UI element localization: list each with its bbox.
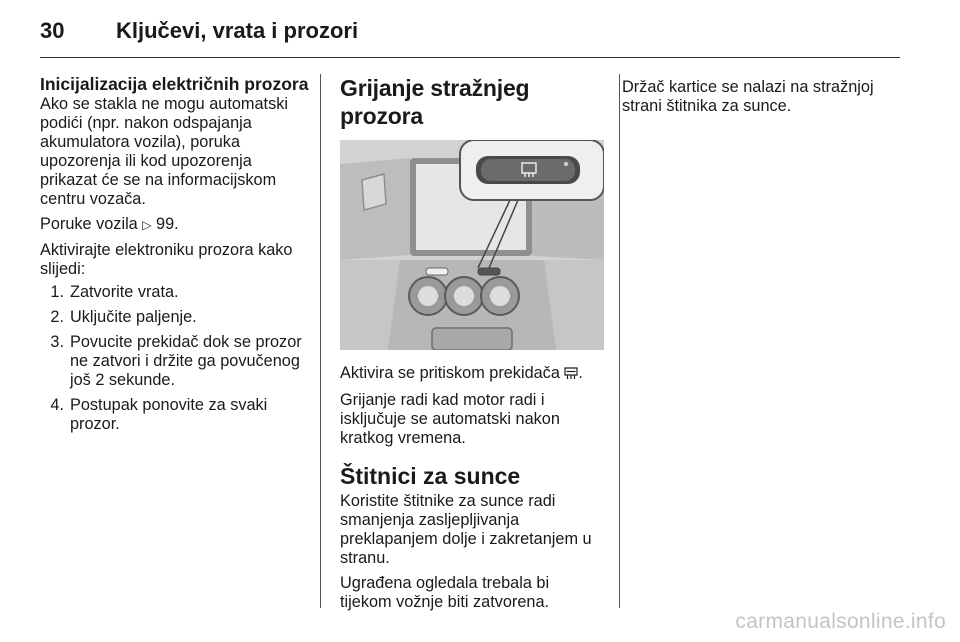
- page-number: 30: [40, 18, 65, 43]
- list-item: [40, 283, 310, 302]
- step-number: 2.: [50, 308, 64, 326]
- list-item: [40, 308, 310, 327]
- column-1: [40, 74, 310, 440]
- column-3: [622, 78, 902, 122]
- activation-text: Aktivira se pritiskom prekidača: [340, 364, 560, 382]
- reference-arrow-icon: ▷: [142, 218, 152, 232]
- paragraph-activation: [340, 364, 604, 385]
- paragraph-reference: [40, 215, 310, 235]
- dashboard-illustration: [340, 140, 604, 350]
- section-heading-window-init: Inicijalizacija električnih prozora: [40, 74, 309, 94]
- section-heading-rear-heating: Grijanje stražnjeg prozora: [340, 75, 530, 129]
- steps-list: [40, 283, 310, 434]
- column-divider-right: [619, 74, 620, 608]
- activation-suffix: .: [578, 364, 583, 382]
- column-divider-left: [320, 74, 321, 608]
- step-text: Uključite paljenje.: [70, 308, 197, 326]
- chapter-title: Ključevi, vrata i prozori: [116, 18, 359, 43]
- step-number: 3.: [50, 333, 64, 351]
- paragraph-activate: Aktivirajte elektroniku prozora kako slijedi:: [40, 241, 293, 278]
- paragraph-window-init: Ako se stakla ne mogu automatski podići (npr. nakon odspajanja akumulatora vozila), poruka upozorenja ili kod upozorenja prikazat će se na informacijskom centru vozača.: [40, 95, 288, 208]
- dashboard-figure: [340, 140, 604, 350]
- section-heading-sun-visors: Štitnici za sunce: [340, 463, 521, 489]
- list-item: [40, 333, 310, 390]
- reference-page: 99.: [156, 215, 179, 233]
- column-2: [340, 74, 604, 618]
- step-number: 4.: [50, 396, 64, 414]
- paragraph-mirrors: Ugrađena ogledala trebala bi tijekom vožnje biti zatvorena.: [340, 574, 550, 611]
- step-text: Postupak ponovite za svaki prozor.: [70, 396, 268, 433]
- step-number: 1.: [50, 283, 64, 301]
- paragraph-sun-visors: Koristite štitnike za sunce radi smanjenja zasljepljivanja preklapanjem dolje i zakretanjem u stranu.: [340, 492, 592, 567]
- page-header: [40, 18, 358, 52]
- paragraph-card-holder: Držač kartice se nalazi na stražnjoj strani štitnika za sunce.: [622, 78, 874, 115]
- rear-window-defrost-icon: [564, 366, 578, 385]
- step-text: Zatvorite vrata.: [70, 283, 179, 301]
- step-text: Povucite prekidač dok se prozor ne zatvori i držite ga povučenog još 2 sekunde.: [70, 333, 302, 389]
- reference-text: Poruke vozila: [40, 215, 138, 233]
- header-rule: [40, 57, 900, 58]
- list-item: [40, 396, 310, 434]
- watermark: carmanualsonline.info: [735, 610, 946, 633]
- paragraph-heating-duration: Grijanje radi kad motor radi i isključuje se automatski nakon kratkog vremena.: [340, 391, 560, 447]
